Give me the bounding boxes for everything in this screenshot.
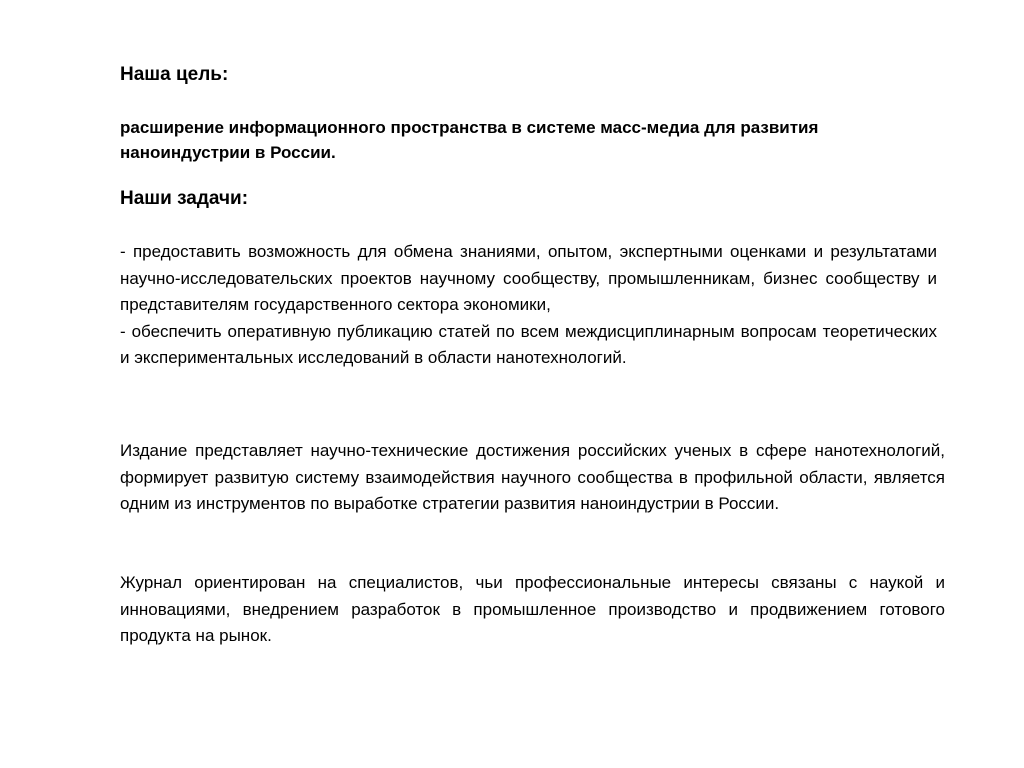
tasks-heading: Наши задачи: — [120, 188, 249, 209]
publication-description-paragraph: Издание представляет научно-технические достижения российских ученых в сфере нанотехнологий, формирует развитую систему взаимодействия научного сообщества в профильной области, является одним из инструментов по выработке стратегии развития наноиндустрии в России. — [120, 441, 945, 513]
audience-paragraph: Журнал ориентирован на специалистов, чьи профессиональные интересы связаны с наукой и инновациями, внедрением разработок в промышленное производство и продвижением готового продукта на рынок. — [120, 573, 945, 645]
goal-heading: Наша цель: — [120, 64, 229, 85]
goal-text: расширение информационного пространства в системе масс-медиа для развития наноиндустрии в России. — [120, 118, 819, 162]
tasks-list — [120, 239, 937, 372]
task-item-1: - предоставить возможность для обмена знаниями, опытом, экспертными оценками и результатами научно-исследовательских проектов научному сообществу, промышленникам, бизнес сообществу и представителям государственного сектора экономики, — [120, 242, 937, 314]
task-item-2: - обеспечить оперативную публикацию статей по всем междисциплинарным вопросам теоретических и экспериментальных исследований в области нанотехнологий. — [120, 321, 937, 367]
